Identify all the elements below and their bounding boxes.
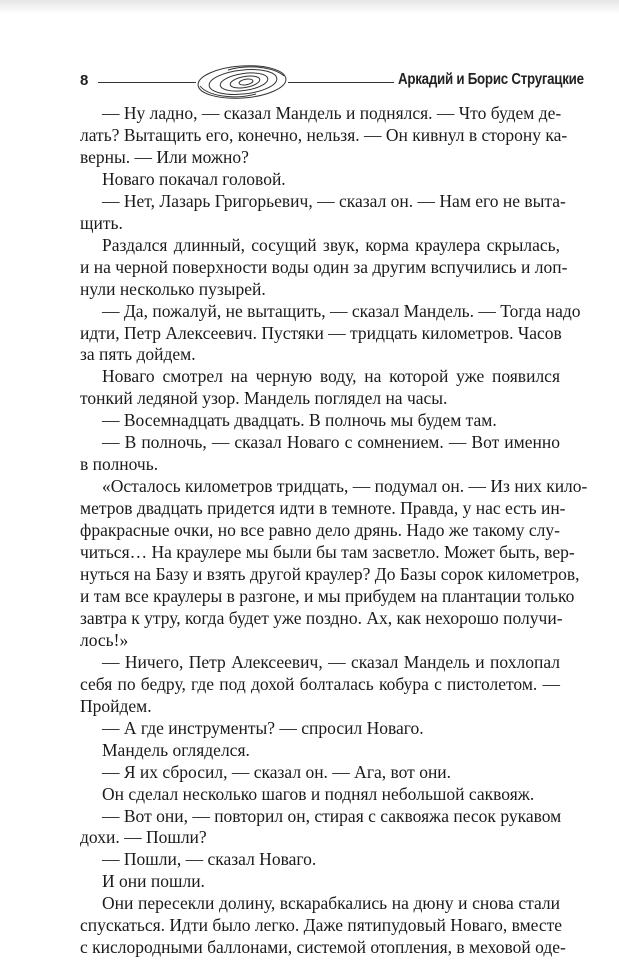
text-line: нули несколько пузырей.	[80, 278, 266, 299]
text-line: лось!»	[80, 629, 129, 650]
text-line: — В полночь, — сказал Новаго с сомнением. — Вот именно	[102, 432, 560, 453]
text-line: и на черной поверхности воды один за другим вспучились и лоп-	[80, 256, 568, 277]
paragraph	[80, 806, 560, 850]
text-line: тонкий ледяной узор. Мандель поглядел на часы.	[80, 388, 448, 409]
text-line: Пройдем.	[80, 695, 152, 716]
text-line: щить.	[80, 212, 123, 233]
text-line: за пять дойдем.	[80, 344, 196, 365]
paragraph	[80, 762, 560, 784]
text-line: идти, Петр Алексеевич. Пустяки — тридцать километров. Часов	[80, 322, 562, 343]
paragraph	[80, 300, 581, 367]
paragraph	[80, 410, 560, 432]
header-rule-left	[98, 82, 196, 83]
paragraph	[80, 718, 560, 740]
text-line: Они пересекли долину, вскарабкались на дюну и снова стали	[102, 893, 560, 914]
text-line: читься… На краулере мы были бы там засветло. Может быть, вер-	[80, 542, 575, 563]
text-line: метров двадцать придется идти в темноте. Правда, у нас есть ин-	[80, 498, 566, 519]
page-top-shade	[0, 0, 619, 14]
paragraph	[80, 740, 560, 762]
text-line: верны. — Или можно?	[80, 146, 249, 167]
text-line: в полночь.	[80, 454, 159, 475]
paragraph	[80, 366, 560, 410]
text-line: и там все краулеры в разгоне, и мы прибудем на плантации только	[80, 585, 575, 606]
header-rule-right	[288, 82, 394, 83]
text-line: нуться на Базу и взять другой краулер? До Базы сорок километров,	[80, 564, 580, 585]
running-header-author: Аркадий и Борис Стругацкие	[398, 71, 584, 88]
text-line: спускаться. Идти было легко. Даже пятипудовый Новаго, вместе	[80, 915, 563, 936]
paragraph	[80, 871, 560, 893]
text-line: — Ну ладно, — сказал Мандель и поднялся. — Что будем де-	[102, 103, 562, 123]
paragraph	[80, 652, 560, 718]
text-line: Он сделал несколько шагов и поднял небольшой саквояж.	[102, 783, 535, 804]
text-line: Раздался длинный, сосущий звук, корма краулера скрылась,	[102, 234, 560, 255]
text-line: Новаго покачал головой.	[102, 168, 286, 189]
paragraph	[80, 893, 566, 959]
paragraph	[80, 784, 560, 806]
text-line: И они пошли.	[102, 871, 205, 892]
text-line: — Я их сбросил, — сказал он. — Ага, вот они.	[102, 761, 452, 782]
text-line: «Осталось километров тридцать, — подумал он. — Из них кило-	[102, 476, 588, 497]
paragraph	[80, 169, 560, 191]
text-line: завтра к утру, когда будет уже поздно. Ах, как нехорошо получи-	[80, 607, 563, 628]
paragraph	[80, 103, 568, 169]
text-line: — Ничего, Петр Алексеевич, — сказал Мандель и похлопал	[102, 651, 560, 672]
text-line: дохи. — Пошли?	[80, 827, 207, 848]
paragraph	[80, 234, 568, 301]
text-line: с кислородными баллонами, системой отопления, в меховой оде-	[80, 937, 566, 958]
text-line: — Да, пожалуй, не вытащить, — сказал Мандель. — Тогда надо	[102, 300, 581, 321]
paragraph	[80, 476, 588, 652]
text-line: фракрасные очки, но все равно дело дрянь. Надо же такому слу-	[80, 520, 560, 541]
text-line: — Вот они, — повторил он, стирая с саквояжа песок рукавом	[102, 805, 562, 826]
paragraph	[80, 849, 560, 871]
text-line: Мандель огляделся.	[102, 739, 250, 760]
paragraph	[80, 190, 566, 235]
text-line: Новаго смотрел на черную воду, на которой уже появился	[102, 366, 560, 387]
text-line: лать? Вытащить его, конечно, нельзя. — Он кивнул в сторону ка-	[80, 124, 568, 145]
galaxy-spiral-icon	[194, 62, 290, 102]
text-line: — А где инструменты? — спросил Новаго.	[102, 717, 424, 738]
body-text	[80, 103, 588, 959]
text-line: себя по бедру, где под дохой болталась кобура с пистолетом. —	[80, 673, 560, 694]
running-header	[0, 62, 619, 102]
text-line: — Пошли, — сказал Новаго.	[102, 849, 317, 870]
page-number: 8	[80, 72, 89, 89]
text-line: — Восемнадцать двадцать. В полночь мы будем там.	[102, 410, 497, 431]
paragraph	[80, 432, 560, 476]
text-line: — Нет, Лазарь Григорьевич, — сказал он. — Нам его не выта-	[102, 190, 566, 211]
